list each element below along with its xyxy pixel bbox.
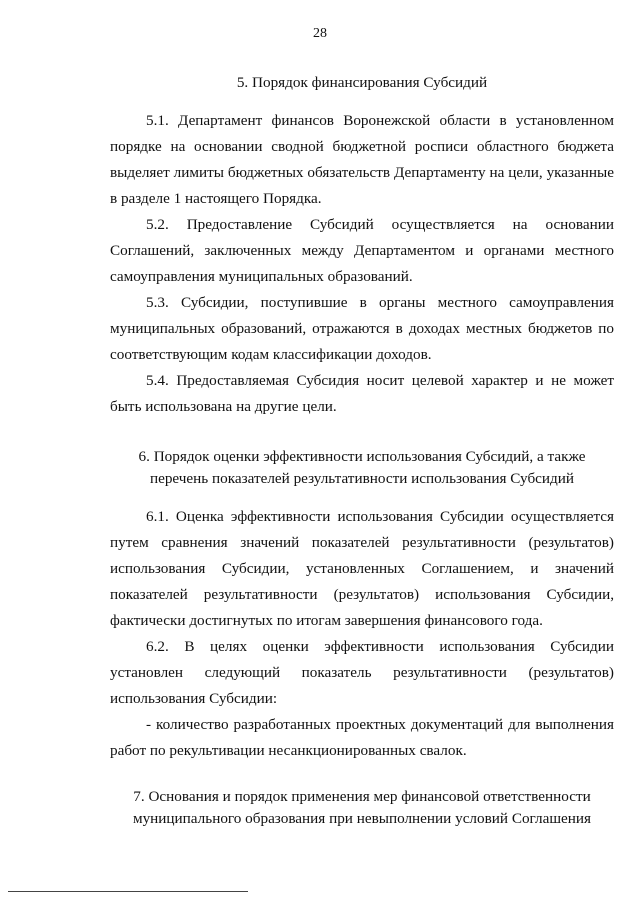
- page-number: 28: [313, 26, 327, 41]
- paragraph-5-3: 5.3. Субсидии, поступившие в органы местного самоуправления муниципальных образований, отражаются в доходах местных бюджетов по соответствующим кодам классификации доходов.: [110, 294, 614, 363]
- section-7-heading-line-2: муниципального образования при невыполнении условий Соглашения: [132, 810, 592, 827]
- section-7-heading: [110, 786, 614, 830]
- section-7-heading-line-1: 7. Основания и порядок применения мер финансовой ответственности: [133, 788, 591, 805]
- footer-divider: [8, 891, 248, 892]
- section-6-heading: [110, 446, 614, 490]
- section-6-heading-line-2: перечень показателей результативности использования Субсидий: [149, 470, 575, 487]
- paragraph-5-1: 5.1. Департамент финансов Воронежской области в установленном порядке на основании сводной бюджетной росписи областного бюджета выделяет лимиты бюджетных обязательств Департаменту на цели, указанные в разделе 1 настоящего Порядка.: [110, 112, 614, 207]
- section-6-heading-line-1: 6. Порядок оценки эффективности использования Субсидий, а также: [138, 448, 586, 465]
- paragraph-6-2: 6.2. В целях оценки эффективности использования Субсидии установлен следующий показатель результативности (результатов) использования Субсидии:: [110, 638, 614, 707]
- document-body: [110, 70, 614, 830]
- section-5-heading: 5. Порядок финансирования Субсидий: [236, 74, 488, 91]
- paragraph-5-4: 5.4. Предоставляемая Субсидия носит целевой характер и не может быть использована на другие цели.: [110, 372, 614, 415]
- paragraph-6-2-item: - количество разработанных проектных документаций для выполнения работ по рекультивации несанкционированных свалок.: [110, 716, 614, 759]
- paragraph-5-2: 5.2. Предоставление Субсидий осуществляется на основании Соглашений, заключенных между Департаментом и органами местного самоуправления муниципальных образований.: [110, 216, 614, 285]
- paragraph-6-1: 6.1. Оценка эффективности использования Субсидии осуществляется путем сравнения значений показателей результативности (результатов) использования Субсидии, установленных Соглашением, и значений показателей результативности (результатов) использования Субсидии, фактически достигнутых по итогам завершения финансового года.: [110, 508, 614, 629]
